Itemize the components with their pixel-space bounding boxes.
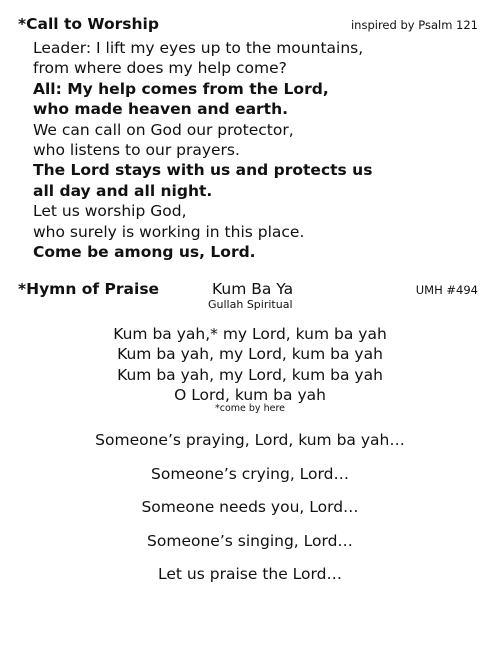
hymn-verses: [0, 430, 500, 598]
verse-line: Someone’s singing, Lord…: [147, 531, 353, 550]
litany-line-congregation: The Lord stays with us and protects us: [33, 161, 373, 180]
litany-line-congregation: all day and all night.: [33, 181, 213, 200]
refrain-line: Kum ba yah, my Lord, kum ba yah: [117, 365, 383, 384]
call-to-worship-header: [18, 15, 478, 37]
verse-line: Someone needs you, Lord…: [141, 498, 359, 516]
litany-line-leader: Leader: I lift my eyes up to the mountains,: [33, 39, 364, 57]
litany-line-leader: who surely is working in this place.: [33, 222, 305, 241]
hymn-refrain: [0, 324, 500, 406]
verse-line: Let us praise the Lord…: [158, 565, 342, 583]
litany-line-congregation: All: My help comes from the Lord,: [33, 79, 329, 98]
refrain-line: Kum ba yah, my Lord, kum ba yah: [117, 345, 383, 364]
verse-line: Someone’s praying, Lord, kum ba yah…: [95, 431, 405, 449]
refrain-line: O Lord, kum ba yah: [174, 386, 326, 405]
hymn-footnote: *come by here: [215, 403, 285, 414]
call-to-worship-attribution: inspired by Psalm 121: [350, 18, 478, 32]
hymn-number: UMH #494: [415, 283, 478, 297]
hymn-section-title: *Hymn of Praise: [18, 280, 160, 298]
litany-line-leader: from where does my help come?: [33, 59, 287, 78]
verse-line: Someone’s crying, Lord…: [151, 464, 349, 483]
litany-line-leader: We can call on God our protector,: [33, 120, 294, 139]
hymn-source: Gullah Spiritual: [208, 298, 293, 311]
hymn-title: Kum Ba Ya: [212, 280, 294, 298]
call-to-worship-litany: [33, 38, 478, 262]
call-to-worship-title: *Call to Worship: [18, 15, 159, 33]
litany-line-congregation: who made heaven and earth.: [33, 100, 289, 119]
refrain-line: Kum ba yah,* my Lord, kum ba yah: [113, 325, 387, 343]
litany-line-congregation: Come be among us, Lord.: [33, 242, 256, 261]
litany-line-leader: Let us worship God,: [33, 202, 187, 221]
litany-line-leader: who listens to our prayers.: [33, 140, 240, 159]
